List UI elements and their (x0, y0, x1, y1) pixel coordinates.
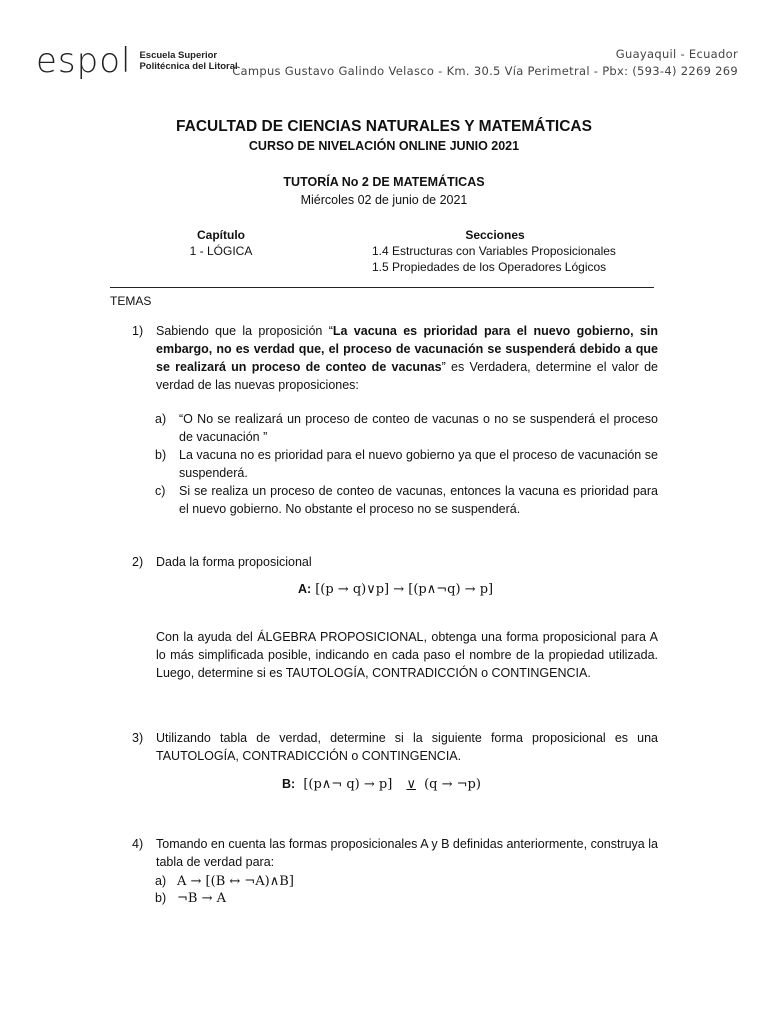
item-formula: ¬B → A (177, 891, 226, 906)
formula-left: [(p∧¬ q) → p] (303, 777, 393, 792)
question-4-text: Tomando en cuenta las formas proposicionales A y B definidas anteriormente, construya la tabla de verdad para: (156, 837, 658, 869)
logo-subtitle-line-2: Politécnica del Litoral (139, 61, 238, 72)
header-campus: Campus Gustavo Galindo Velasco - Km. 30.5 Vía Perimetral - Pbx: (593-4) 2269 269 (232, 64, 738, 78)
question-2-intro: Dada la forma proposicional (156, 555, 312, 569)
question-1-pre: Sabiendo que la proposición “ (156, 324, 333, 338)
faculty-title: FACULTAD DE CIENCIAS NATURALES Y MATEMÁTICAS (176, 118, 592, 135)
question-1-text (156, 322, 658, 394)
question-3-text: Utilizando tabla de verdad, determine si la siguiente forma proposicional es una TAUTOLOGÍA, CONTRADICCIÓN o CONTINGENCIA. (156, 731, 658, 763)
item-label: c) (155, 484, 166, 498)
item-text: Si se realiza un proceso de conteo de vacunas, entonces la vacuna es prioridad para el nuevo gobierno. No obstante el proceso no se suspenderá. (179, 484, 658, 516)
question-1-item-b (155, 446, 658, 482)
item-text: La vacuna no es prioridad para el nuevo gobierno ya que el proceso de vacunación se suspenderá. (179, 448, 658, 480)
section-item: 1.5 Propiedades de los Operadores Lógicos (372, 260, 607, 274)
section-item: 1.4 Estructuras con Variables Proposicionales (372, 244, 616, 258)
chapter-value: 1 - LÓGICA (189, 244, 253, 258)
formula-operator: ∨ (406, 777, 416, 792)
item-text: “O No se realizará un proceso de conteo de vacunas o no se suspenderá el proceso de vacunación ” (179, 412, 658, 444)
question-1-item-c (155, 482, 658, 518)
item-label: a) (155, 412, 167, 426)
item-label: b) (155, 891, 167, 905)
question-2-body (132, 628, 658, 682)
question-1 (132, 322, 658, 394)
logo-wordmark: espol (36, 41, 132, 81)
chapter-label: Capítulo (197, 228, 245, 242)
question-2-text: Con la ayuda del ÁLGEBRA PROPOSICIONAL, obtenga una forma proposicional para A lo más simplificada posible, indicando en cada paso el nombre de la propiedad utilizada. Luego, determine si es TAUTOLOGÍA, CONTRADICCIÓN o CONTINGENCIA. (156, 630, 658, 680)
question-1-item-a (155, 410, 658, 446)
question-number: 1) (132, 324, 144, 338)
course-title: CURSO DE NIVELACIÓN ONLINE JUNIO 2021 (248, 139, 520, 153)
espol-logo (36, 41, 238, 81)
formula-a (298, 582, 493, 597)
logo-subtitle (139, 50, 237, 72)
question-2 (132, 553, 658, 571)
item-formula: A → [(B ↔ ¬A)∧B] (177, 874, 294, 889)
question-3 (132, 729, 658, 765)
header-city: Guayaquil - Ecuador (615, 47, 738, 61)
question-number: 4) (132, 837, 144, 851)
question-1-post: ” es Verdadera, determine el valor de verdad de las nuevas proposiciones: (156, 360, 659, 392)
question-number: 2) (132, 555, 144, 569)
question-4-item-b (155, 890, 226, 907)
question-4-item-a (155, 873, 294, 890)
formula-label: A: (298, 582, 312, 596)
formula-expression: [(p → q)∨p] → [(p∧¬q) → p] (315, 582, 494, 597)
topics-label: TEMAS (110, 294, 152, 308)
separator-line (110, 287, 654, 288)
logo-subtitle-line-1: Escuela Superior (139, 50, 218, 61)
header-address (232, 46, 738, 80)
formula-b (282, 777, 481, 792)
question-number: 3) (132, 731, 144, 745)
question-4 (132, 835, 658, 871)
date-line: Miércoles 02 de junio de 2021 (300, 193, 468, 207)
item-label: a) (155, 874, 167, 888)
sections-label: Secciones (465, 228, 525, 242)
question-1-bold: La vacuna es prioridad para el nuevo gobierno, sin embargo, no es verdad que, el proceso de vacunación se suspenderá debido a que se realizará un proceso de conteo de vacunas (156, 324, 658, 374)
formula-right: (q → ¬p) (424, 777, 481, 792)
tutorial-title: TUTORÍA No 2 DE MATEMÁTICAS (283, 175, 485, 189)
item-label: b) (155, 448, 167, 462)
formula-label: B: (282, 777, 296, 791)
